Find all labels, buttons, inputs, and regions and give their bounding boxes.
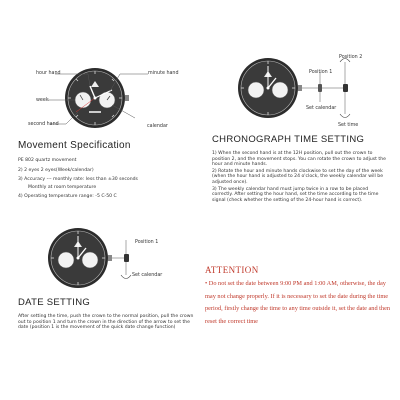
watch-dial-illustration [0, 0, 200, 140]
date-set-calendar-label: Set calendar [132, 273, 163, 278]
spec-line-1: PE 802 quartz movement [18, 158, 77, 163]
date-dial-illustration [0, 215, 200, 295]
attention-title: ATTENTION [205, 265, 259, 275]
week-label: week [36, 98, 49, 103]
set-time-label: Set time [338, 123, 359, 128]
attention-text: • Do not set the date between 9:00 PM and 1:00 AM, otherwise, the day may not change properly. If it is necessary to set the date during the time period, firstly change the time to any time outside it, set the date and then reset the correct time [205, 280, 391, 325]
spec-line-2: 2) 2 eyes 2 eyes(Week/calendar) [18, 167, 94, 173]
chrono-section [212, 134, 390, 203]
minute-hand-label: minute hand [148, 71, 179, 76]
chrono-step-2: 2) Rotate the hour and minute hands clockwise to set the day of the week (when the hour hand is adjusted to 24 o'clock, the weekly calendar will be adjusted once). [212, 168, 384, 185]
chrono-step-1: 1) When the second hand is at the 12H position, pull out the crown to position 2, and the movement stops. You can rotate the crown to adjust the hour and minute hands. [212, 151, 386, 168]
date-setting-title: DATE SETTING [18, 297, 91, 308]
chrono-title: CHRONOGRAPH TIME SETTING [212, 134, 365, 145]
date-setting-section [18, 297, 196, 331]
chrono-diagram [200, 0, 400, 140]
set-calendar-label: Set calendar [306, 106, 337, 111]
watch-diagram-main [0, 0, 200, 140]
chrono-dial-illustration [200, 0, 400, 140]
date-setting-text: After setting the time, push the crown to the normal position, pull the crown out to position 1 and turn the crown in the direction of the arrow to set the date (position 1 is the movement of the quick date change function) [18, 314, 194, 331]
position2-label: Position 2 [339, 55, 363, 60]
position1-label: Position 1 [309, 70, 333, 75]
spec-line-4: Monthly at room temperature [28, 184, 97, 190]
movement-spec-title: Movement Specification [18, 140, 131, 151]
attention-section [205, 265, 395, 328]
spec-line-5: 4) Operating temperature range: -5 C-50 C [18, 194, 117, 200]
calendar-label: calendar [147, 124, 168, 129]
second-hand-label: second hand [28, 122, 59, 127]
chrono-step-3: 3) The weekly calendar hand must jump twice in a row to be placed correctly. After setting the hour hand, set the time according to the time signal (check whether the setting of the 24-hour hand is correct). [212, 186, 379, 203]
movement-spec-section [18, 140, 198, 200]
spec-line-3: 3) Accuracy --- monthly rate: less than ±30 seconds [18, 177, 138, 183]
date-position1-label: Position 1 [135, 240, 159, 245]
date-diagram [0, 215, 200, 295]
hour-hand-label: hour hand [36, 71, 61, 76]
